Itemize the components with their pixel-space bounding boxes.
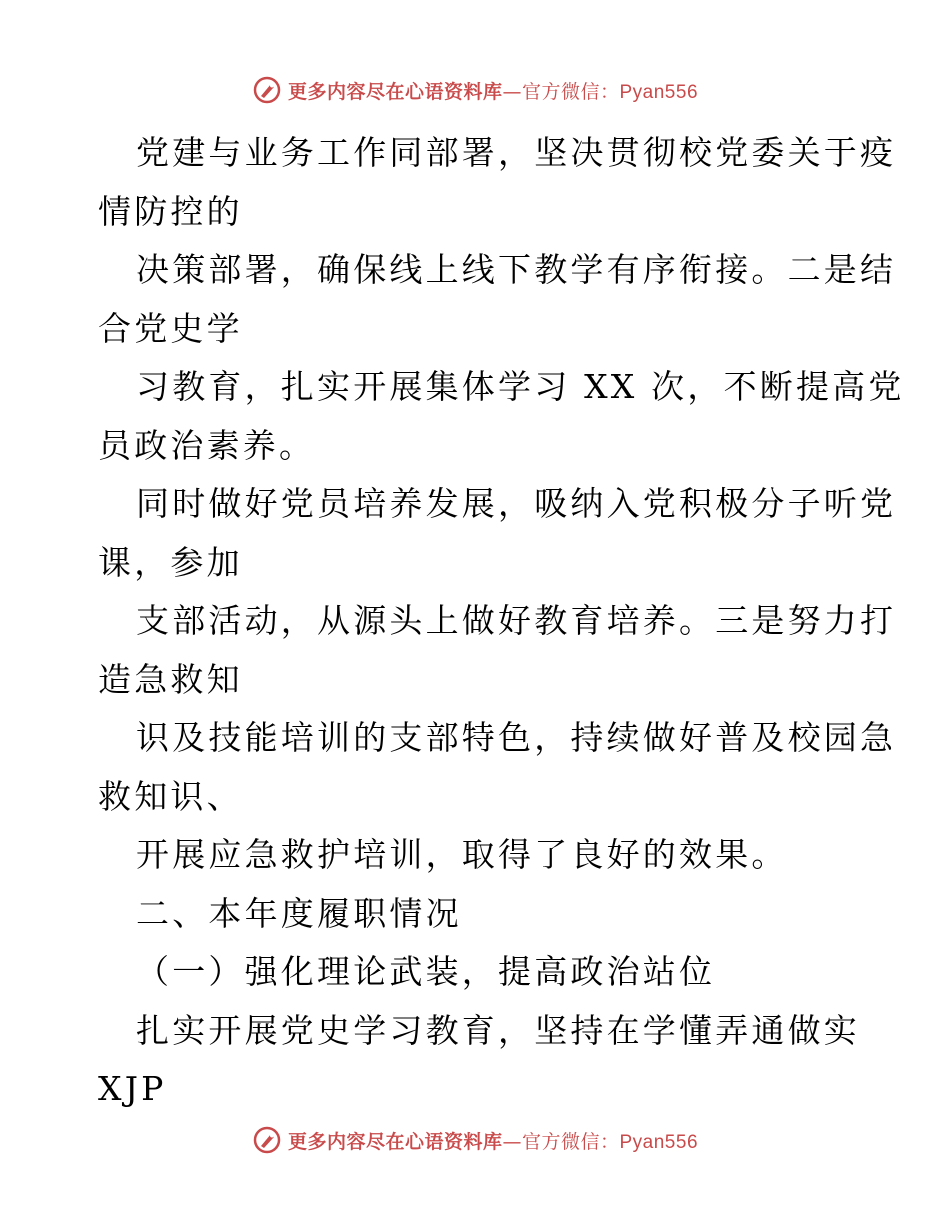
pen-nib-circle-icon xyxy=(252,75,282,105)
text-line: 造急救知 xyxy=(98,659,243,699)
watermark-brand: 更多内容尽在心语资料库 xyxy=(287,1130,503,1153)
text-line: 支部活动，从源头上做好教育培养。三是努力打 xyxy=(136,601,897,640)
text-line: 决策部署，确保线上线下教学有序衔接。二是结 xyxy=(136,250,897,289)
subsection-heading: （一）强化理论武装，提高政治站位 xyxy=(136,952,716,991)
text-line: 合党史学 xyxy=(98,308,243,348)
text-line: 开展应急救护培训，取得了良好的效果。 xyxy=(136,835,788,874)
watermark-wechat-label: 官方微信： xyxy=(521,1130,620,1153)
watermark-wechat-id: Pyan556 xyxy=(619,81,699,103)
watermark-wechat-id: Pyan556 xyxy=(619,1131,699,1153)
text-line: 党建与业务工作同部署，坚决贯彻校党委关于疫 xyxy=(136,133,897,172)
header-watermark xyxy=(0,70,950,110)
watermark-separator: — xyxy=(502,1130,522,1153)
document-body xyxy=(98,124,905,1119)
watermark-separator: — xyxy=(502,80,522,103)
watermark-text xyxy=(288,77,698,104)
text-line: 课，参加 xyxy=(98,542,243,582)
text-line: 同时做好党员培养发展，吸纳入党积极分子听党 xyxy=(136,484,897,523)
pen-nib-circle-icon xyxy=(252,1125,282,1155)
text-line: 扎实开展党史学习教育，坚持在学懂弄通做实 xyxy=(136,1010,860,1050)
watermark-brand: 更多内容尽在心语资料库 xyxy=(287,80,503,103)
footer-watermark xyxy=(0,1120,950,1160)
text-line: 救知识、 xyxy=(98,776,243,816)
text-line: 习教育，扎实开展集体学习 XX 次，不断提高党 xyxy=(136,367,905,406)
text-line: 员政治素养。 xyxy=(98,425,316,465)
section-heading: 二、本年度履职情况 xyxy=(136,893,462,933)
text-line: 识及技能培训的支部特色，持续做好普及校园急 xyxy=(136,718,897,757)
text-line: XJP xyxy=(98,1069,167,1108)
watermark-wechat-label: 官方微信： xyxy=(521,80,620,103)
text-line: 情防控的 xyxy=(98,191,243,231)
watermark-text xyxy=(288,1127,698,1154)
